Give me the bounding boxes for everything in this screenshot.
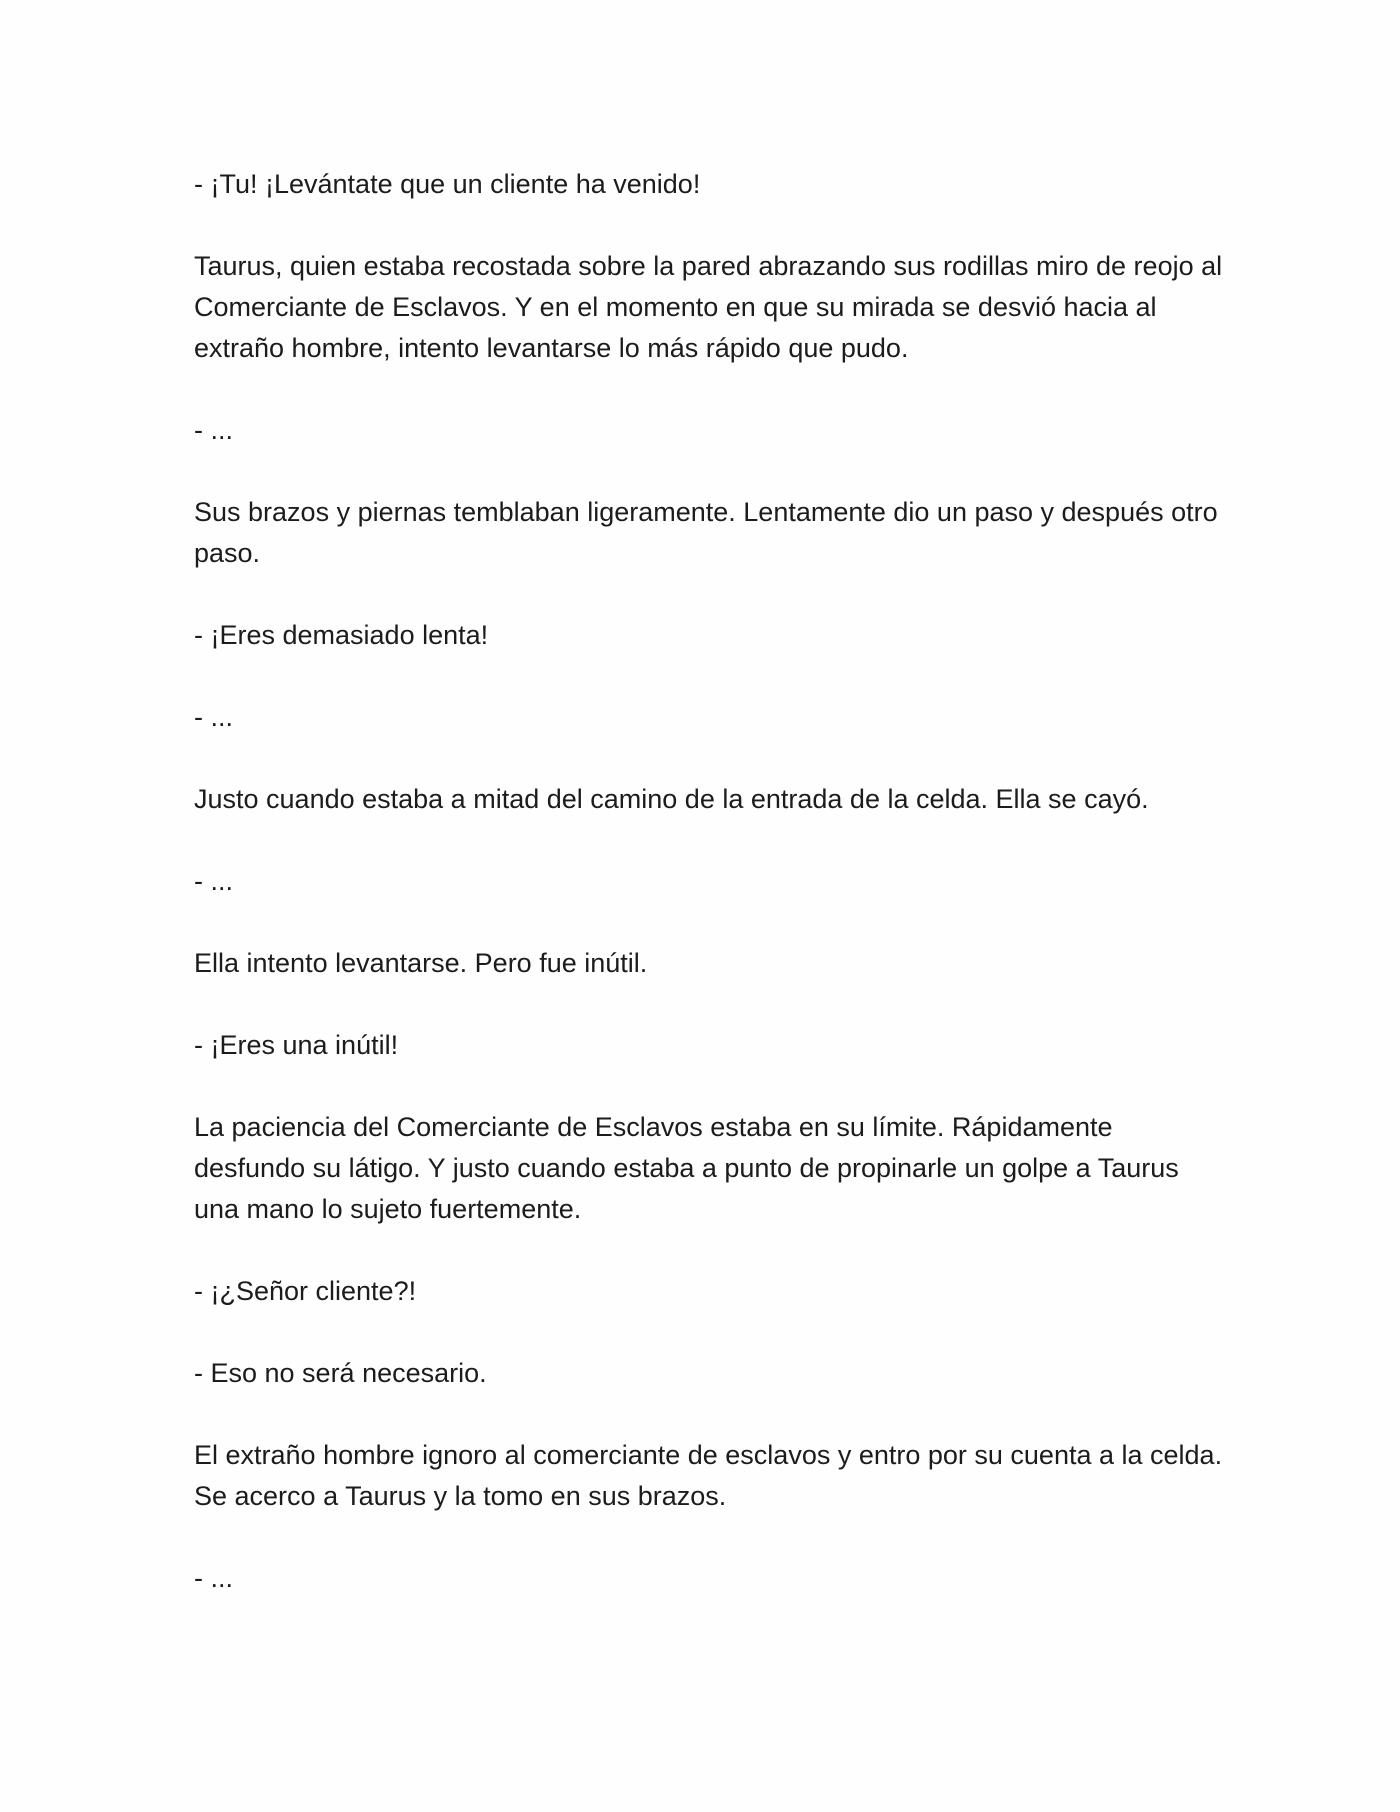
dialogue-line: - ¡Eres demasiado lenta! (194, 620, 489, 650)
dialogue-line: - ... (194, 866, 233, 896)
dialogue-line: - ... (194, 1563, 233, 1593)
dialogue-line: - ... (194, 415, 233, 445)
narration-paragraph: Ella intento levantarse. Pero fue inútil. (194, 948, 648, 978)
document-body (194, 164, 1224, 1640)
dialogue-line: - ¡Eres una inútil! (194, 1030, 399, 1060)
narration-paragraph: La paciencia del Comerciante de Esclavos estaba en su límite. Rápidamente desfundo su látigo. Y justo cuando estaba a punto de propinarle un golpe a Taurus una mano lo sujeto fuertemente. (194, 1112, 1179, 1224)
narration-paragraph: Justo cuando estaba a mitad del camino de la entrada de la celda. Ella se cayó. (194, 784, 1149, 814)
narration-paragraph: El extraño hombre ignoro al comerciante de esclavos y entro por su cuenta a la celda. Se acerco a Taurus y la tomo en sus brazos. (194, 1440, 1223, 1511)
dialogue-line: - Eso no será necesario. (194, 1358, 487, 1388)
dialogue-line: - ¡Tu! ¡Levántate que un cliente ha venido! (194, 169, 701, 199)
dialogue-line: - ... (194, 702, 233, 732)
narration-paragraph: Taurus, quien estaba recostada sobre la pared abrazando sus rodillas miro de reojo al Comerciante de Esclavos. Y en el momento en que su mirada se desvió hacia al extraño hombre, intento levantarse lo más rápido que pudo. (194, 251, 1223, 363)
narration-paragraph: Sus brazos y piernas temblaban ligeramente. Lentamente dio un paso y después otro paso. (194, 497, 1218, 568)
dialogue-line: - ¡¿Señor cliente?! (194, 1276, 417, 1306)
